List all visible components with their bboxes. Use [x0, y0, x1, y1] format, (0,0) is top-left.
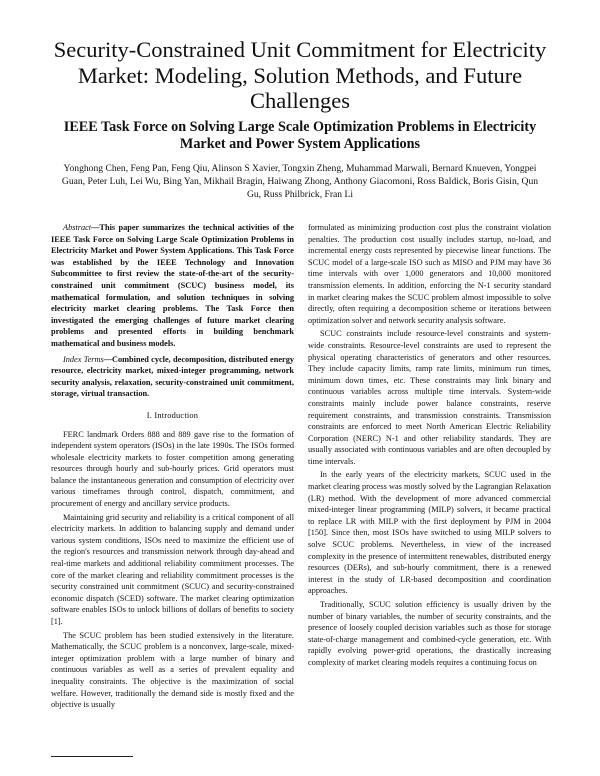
- paper-subtitle: IEEE Task Force on Solving Large Scale Optimization Problems in Electricity Market and Power System Applications: [63, 119, 537, 152]
- intro-paragraph: Maintaining grid security and reliability is a critical component of all electricity markets. In addition to balancing supply and demand under various system conditions, ISOs need to maximize the efficient use of the region's resources and transmission network through day-ahead and real-time markets and additional reliability commitment processes. The core of the market clearing and reliability commitment processes is the security constrained unit commitment (SCUC) and security-constrained economic dispatch (SCED) software. The market clearing optimization software enables ISOs to unlock billions of dollars of benefits to society [1].: [51, 512, 294, 626]
- index-terms-text: —Combined cycle, decomposition, distributed energy resource, electricity market, mixed-integer programming, network security analysis, relaxation, security-constrained unit commitment, storage, virtual transaction.: [51, 354, 294, 399]
- author-list: Yonghong Chen, Feng Pan, Feng Qiu, Alinson S Xavier, Tongxin Zheng, Muhammad Marwali, Bernard Knueven, Yongpei Guan, Peter Luh, Lei Wu, Bing Yan, Mikhail Bragin, Haiwang Zhong, Anthony Giacomoni, Ross Baldick, Boris Gisin, Qun Gu, Russ Philbrick, Fran Li: [61, 163, 539, 200]
- abstract: [51, 222, 294, 350]
- intro-paragraph: The SCUC problem has been studied extensively in the literature. Mathematically, the SCUC problem is a nonconvex, large-scale, mixed-integer optimization problem with a large number of binary and continuous variables as well as a series of prevalent equality and inequality constraints. The objective is the maximization of social welfare. However, traditionally the demand side is mostly fixed and the objective is usually: [51, 630, 294, 710]
- body-paragraph: formulated as minimizing production cost plus the constraint violation penalties. The production cost usually includes startup, no-load, and incremental energy costs represented by piecewise linear functions. The SCUC model of a large-scale ISO such as MISO and PJM may have 36 time intervals with over 1,000 generators and 10,000 monitored transmission elements. In addition, enforcing the N-1 security standard in market clearing makes the SCUC problem almost impossible to solve directly, often requiring a decomposition scheme or iterations between optimization solver and network security analysis software.: [308, 223, 551, 325]
- body-paragraph: In the early years of the electricity markets, SCUC used in the market clearing process was mostly solved by the Lagrangian Relaxation (LR) method. With the development of more advanced commercial mixed-integer linear programming (MILP) solvers, it became practical to replace LR with MILP with the first deployment by PJM in 2004 [150]. Since then, most ISOs have switched to using MILP solvers to solve SCUC problems. Nevertheless, in view of the increased complexity in the presence of intermittent renewables, distributed energy resources (DERs), and sub-hourly commitment, there is a renewed interest in the study of LR-based decomposition and coordination approaches.: [308, 470, 551, 596]
- intro-paragraph: FERC landmark Orders 888 and 889 gave rise to the formation of independent system operators (ISOs) in the late 1990s. The ISOs formed wholesale electricity markets to foster competition among generating resources through hourly and sub-hourly prices. Grid operators must balance the instantaneous generation and consumption of electricity over various timeframes through control, dispatch, commitment, and procurement of energy and ancillary service products.: [51, 429, 294, 509]
- abstract-lead: Abstract: [63, 223, 92, 232]
- section-heading-introduction: I. Introduction: [146, 410, 199, 420]
- body-paragraph: SCUC constraints include resource-level constraints and system-wide constraints. Resource-level constraints are used to represent the physical operating characteristics of generators and other resources. They include capacity limits, ramp rate limits, minimum run times, minimum down times, etc. These constraints may link binary and continuous variables across multiple time intervals. System-wide constraints mainly include power balance constraints, reserve requirement constraints, and transmission constraints. Transmission constraints are enforced to meet North American Electric Reliability Corporation (NERC) N-1 and other reliability standards. They are usually associated with continuous variables and are often decoupled by time intervals.: [308, 329, 551, 466]
- right-column: [308, 222, 551, 669]
- paper-title: Security-Constrained Unit Commitment for Electricity Market: Modeling, Solution Methods, and Future Challenges: [53, 37, 547, 113]
- index-terms: [51, 354, 294, 400]
- index-terms-lead: Index Terms: [63, 354, 104, 364]
- abstract-text: —This paper summarizes the technical activities of the IEEE Task Force on Solving Large Scale Optimization Problems in Electricity Market and Power System Applications. This Task Force was established by the IEEE Technology and Innovation Subcommittee to first review the state-of-the-art of the security-constrained unit commitment (SCUC) business model, its mathematical formulation, and solution techniques in solving electricity market clearing problems. The Task Force then investigated the emerging challenges of future market clearing problems and presented efforts in building benchmark mathematical and business models.: [51, 223, 294, 348]
- footnote-divider: [51, 756, 133, 757]
- left-column: [51, 222, 294, 711]
- body-paragraph: Traditionally, SCUC solution efficiency is usually driven by the number of binary variables, the number of security constraints, and the presence of loosely coupled decision variables such as those for storage state-of-charge management and combined-cycle generation, etc. With rapidly evolving power-grid operations, the drastically increasing complexity of market clearing models requires a continuing focus on: [308, 600, 551, 667]
